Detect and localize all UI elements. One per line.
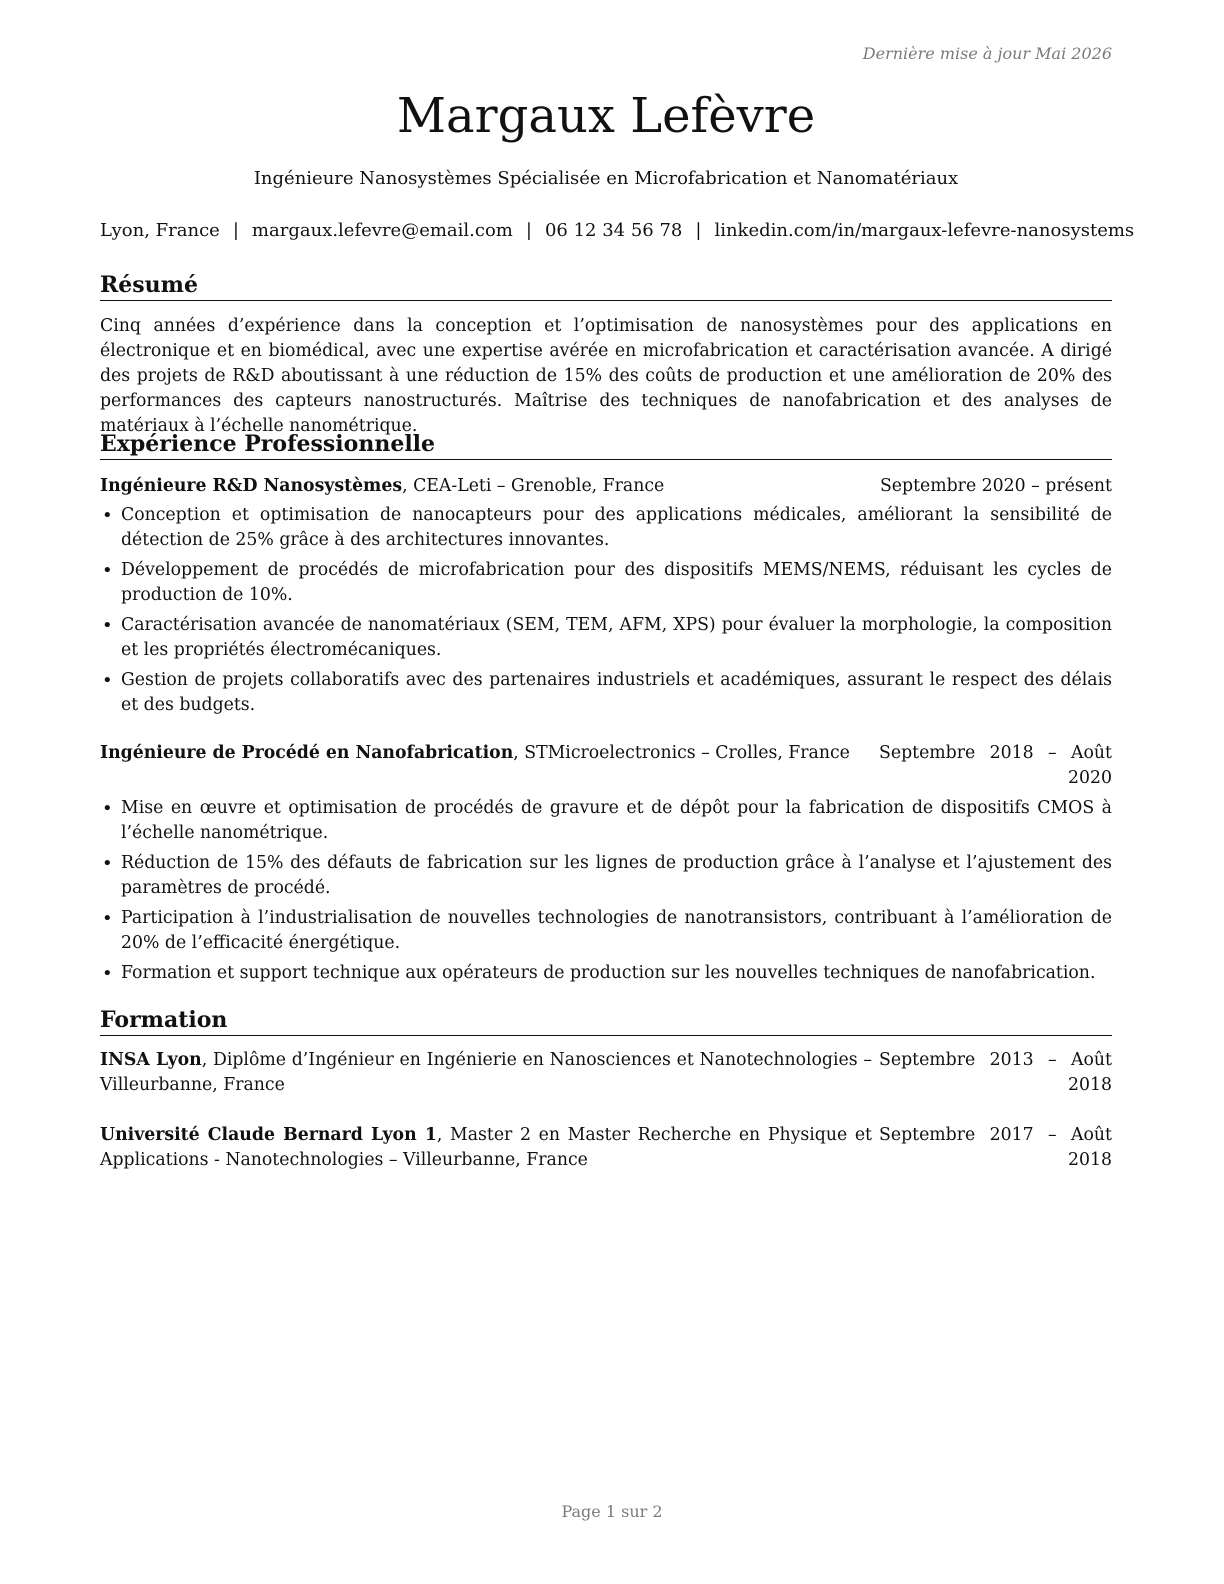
education-detail: , Master 2 en Master Recherche en Physique et Applications - Nanotechnologies – Villeurbanne, France (100, 1125, 873, 1170)
education-school: INSA Lyon (100, 1050, 202, 1070)
list-item: • Réduction de 15% des défauts de fabrication sur les lignes de production grâce à l’analyse et l’ajustement des paramètres de procédé. (100, 851, 1112, 901)
list-item: • Conception et optimisation de nanocapteurs pour des applications médicales, améliorant la sensibilité de détection de 25% grâce à des architectures innovantes. (100, 503, 1112, 553)
job-dates: Septembre 2020 – présent (879, 476, 1112, 496)
education-dates: Septembre 2013 – Août 2018 (879, 1050, 1112, 1095)
list-item: • Participation à l’industrialisation de nouvelles technologies de nanotransistors, contribuant à l’amélioration de 20% de l’efficacité énergétique. (100, 906, 1112, 956)
job-role: Ingénieure R&D Nanosystèmes (100, 476, 403, 496)
job-employer: , STMicroelectronics – Crolles, France (513, 743, 850, 763)
list-item: • Formation et support technique aux opérateurs de production sur les nouvelles techniques de nanofabrication. (100, 961, 1112, 986)
section-title-experience: Expérience Professionnelle (100, 430, 1112, 460)
job-employer: , CEA-Leti – Grenoble, France (402, 476, 665, 496)
list-item: • Mise en œuvre et optimisation de procédés de gravure et de dépôt pour la fabrication de dispositifs CMOS à l’échelle nanométrique. (100, 796, 1112, 846)
last-updated: Dernière mise à jour Mai 2026 (862, 44, 1112, 63)
education-detail: , Diplôme d’Ingénieur en Ingénierie en Nanosciences et Nanotechnologies – Villeurbanne, France (100, 1050, 872, 1095)
contact-location: Lyon, France (100, 220, 220, 241)
contact-linkedin[interactable]: linkedin.com/in/margaux-lefevre-nanosystems (714, 220, 1135, 241)
job-dates: Septembre 2018 – Août 2020 (879, 743, 1112, 788)
separator: | (695, 220, 702, 241)
section-title-summary: Résumé (100, 271, 1112, 301)
summary-text: Cinq années d’expérience dans la conception et l’optimisation de nanosystèmes pour des applications en électronique et en biomédical, avec une expertise avérée en microfabrication et caractérisation avancée. A dirigé des projets de R&D aboutissant à une réduction de 15% des coûts de production et une amélioration de 20% des performances des capteurs nanostructurés. Maîtrise des techniques de nanofabrication et des analyses de matériaux à l’échelle nanométrique. (100, 316, 1112, 436)
section-title-education: Formation (100, 1006, 1112, 1036)
contact-email[interactable]: margaux.lefevre@email.com (251, 220, 513, 241)
page-number: Page 1 sur 2 (561, 1502, 663, 1521)
education-dates: Septembre 2017 – Août 2018 (879, 1125, 1112, 1170)
candidate-name: Margaux Lefèvre (396, 88, 816, 144)
job-bullets (100, 503, 1112, 723)
contact-line (100, 219, 1135, 243)
job-role: Ingénieure de Procédé en Nanofabrication (100, 743, 514, 763)
list-item: • Caractérisation avancée de nanomatériaux (SEM, TEM, AFM, XPS) pour évaluer la morphologie, la composition et les propriétés électromécaniques. (100, 613, 1112, 663)
education-school: Université Claude Bernard Lyon 1 (100, 1125, 437, 1145)
separator: | (525, 220, 532, 241)
candidate-tagline: Ingénieure Nanosystèmes Spécialisée en Microfabrication et Nanomatériaux (253, 168, 959, 189)
list-item: • Développement de procédés de microfabrication pour des dispositifs MEMS/NEMS, réduisant les cycles de production de 10%. (100, 558, 1112, 608)
job-bullets (100, 796, 1112, 991)
separator: | (232, 220, 239, 241)
list-item: • Gestion de projets collaboratifs avec des partenaires industriels et académiques, assurant le respect des délais et des budgets. (100, 668, 1112, 718)
contact-phone: 06 12 34 56 78 (544, 220, 683, 241)
